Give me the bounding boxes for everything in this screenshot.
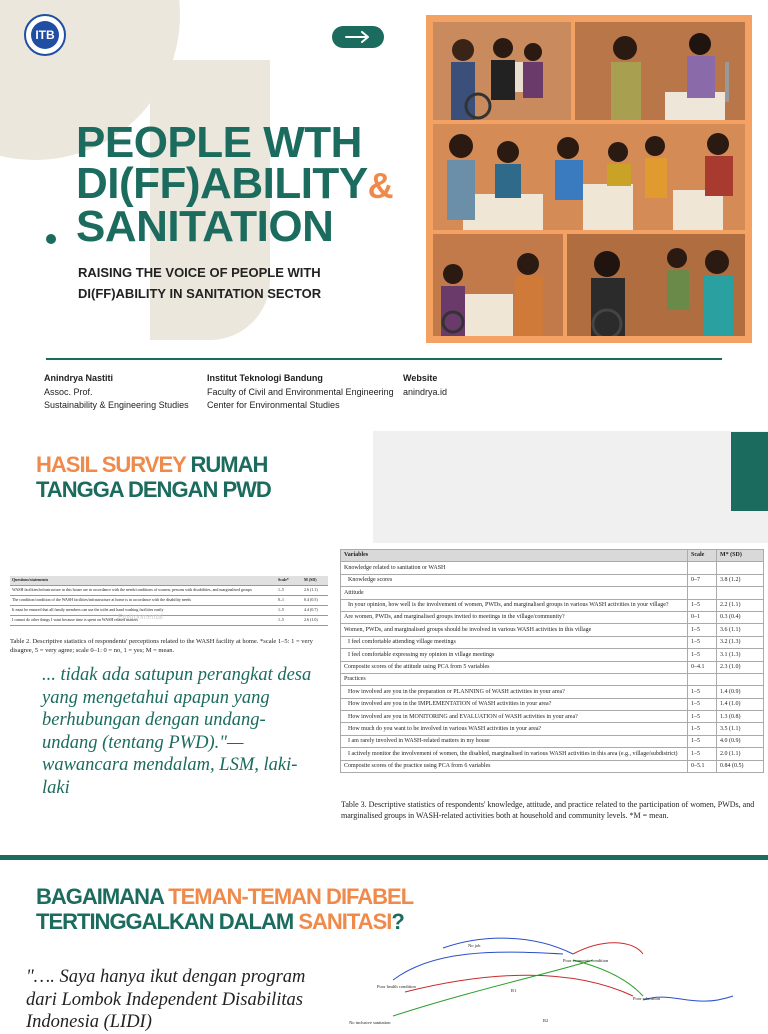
diagram-node-poor-economic: Poor economic condition — [563, 958, 609, 963]
diagram-loop-r1: R1 — [511, 988, 517, 993]
cell: 0–7 — [688, 574, 717, 586]
cell: I cannot do other things I want because time is spent on WASH related matters — [10, 616, 276, 626]
cell: 1–5 — [688, 624, 717, 636]
cell — [717, 587, 764, 599]
cell — [688, 673, 717, 685]
table-3 — [340, 549, 764, 773]
section2-title-part: TERTINGGALKAN DALAM — [36, 909, 299, 934]
table-row — [341, 587, 764, 599]
cell: 1.4 (0.9) — [717, 686, 764, 698]
divider — [46, 358, 722, 360]
cell: 1.4 (1.0) — [717, 698, 764, 710]
cell: Are women, PWDs, and marginalised groups invited to meetings in the village/community? — [341, 611, 688, 623]
cell: How involved are you in the preparation or PLANNING of WASH activities in your area? — [341, 686, 688, 698]
title-line-1: PEOPLE WTH — [76, 118, 362, 167]
cell: Knowledge scores — [341, 574, 688, 586]
cell: Women, PWDs, and marginalised groups should be involved in various WASH activities in this village — [341, 624, 688, 636]
table-row — [341, 624, 764, 636]
cell: The condition/condition of the WASH facilities/infrastructure at home is in accordance with the disability needs — [10, 596, 276, 606]
cell: How involved are you in the IMPLEMENTATION of WASH activities in your area? — [341, 698, 688, 710]
photo-wheelchair-user — [567, 234, 745, 336]
cell — [688, 562, 717, 574]
institution-faculty: Faculty of Civil and Environmental Engineering — [207, 386, 394, 397]
cell: 3.6 (1.1) — [717, 624, 764, 636]
cell: 1–5 — [688, 599, 717, 611]
diagram-node-no-inclusive-sanitation: No inclusive sanitation — [349, 1020, 391, 1024]
cell: 1–5 — [276, 616, 302, 626]
arrow-right-icon — [345, 31, 371, 43]
survey-section-title — [36, 452, 271, 502]
photo-collage — [426, 15, 752, 343]
photo-women-at-sink — [433, 22, 571, 120]
subtitle-line-1: RAISING THE VOICE OF PEOPLE WITH — [78, 265, 321, 280]
cell: It must be ensured that all family members can use the toilet and hand washing facilities easily — [10, 606, 276, 616]
cell — [717, 673, 764, 685]
table-row — [341, 599, 764, 611]
table-row — [341, 760, 764, 772]
title-ampersand: & — [367, 165, 394, 206]
diagram-node-no-job: No job — [468, 943, 481, 948]
table-row — [341, 748, 764, 760]
section2-title-highlight: TEMAN-TEMAN DIFABEL — [168, 884, 414, 909]
cell: 3.8 (1.2) — [717, 574, 764, 586]
table2-caption: Table 2. Descriptive statistics of respondents' perceptions related to the WASH facility at home. *scale 1–5: 1 = very disagree, 5 = very agree; scale 0–1: 0 = no, 1 = yes; M = mean. — [10, 638, 313, 654]
table-row — [10, 606, 328, 616]
author-name: Anindrya Nastiti — [44, 373, 114, 383]
bullet-dot — [46, 234, 56, 244]
cell: 0.3 (0.4) — [717, 611, 764, 623]
cell: 2.6 (1.0) — [302, 616, 328, 626]
author-block — [44, 372, 189, 413]
watermark: Environmental — [118, 614, 163, 621]
cell: 1–5 — [688, 711, 717, 723]
cell: 2.6 (1.1) — [302, 586, 328, 596]
diagram-arrow — [443, 938, 573, 954]
table-2 — [10, 576, 328, 626]
table2-header: M (SD) — [302, 576, 328, 586]
interview-quote-2: "…. Saya hanya ikut dengan program dari Lombok Independent Disabilitas Indonesia (LIDI) — [26, 967, 306, 1033]
cell: 4.4 (0.7) — [302, 606, 328, 616]
cell: 0–5.1 — [688, 760, 717, 772]
title-line-3: SANITATION — [76, 202, 334, 251]
table3-header: Scale — [688, 550, 717, 562]
cell: 1–5 — [688, 748, 717, 760]
table-row — [341, 723, 764, 735]
diagram-arrow — [573, 960, 643, 996]
cell: WASH facilities/infrastructure in this house are in accordance with the needs/conditions of women, persons with disabilities, and marginalised groups — [10, 586, 276, 596]
interview-quote: ... tidak ada satupun perangkat desa yang mengetahui apapun yang berhubungan dengan undang-undang (tentang PWD)."—wawancara mendalam, LSM, laki-laki — [42, 665, 312, 798]
diagram-arrow — [573, 943, 643, 954]
cell: 1–5 — [688, 636, 717, 648]
institution-center: Center for Environmental Studies — [207, 400, 340, 410]
table-row — [341, 711, 764, 723]
cell: I feel comfortable attending village meetings — [341, 636, 688, 648]
website-block — [403, 372, 447, 399]
cell: 2.0 (1.1) — [717, 748, 764, 760]
table-row — [341, 698, 764, 710]
cell: I feel comfortable expressing my opinion in village meetings — [341, 649, 688, 661]
page-title — [76, 118, 394, 251]
cell: Knowledge related to sanitation or WASH — [341, 562, 688, 574]
table-row — [10, 586, 328, 596]
subtitle-line-2: DI(FF)ABILITY IN SANITATION SECTOR — [78, 286, 322, 301]
institution-block — [207, 372, 394, 413]
photo-helping-wash — [433, 234, 563, 336]
decorative-panel — [373, 431, 768, 543]
cell: 3.1 (1.3) — [717, 649, 764, 661]
table-row — [10, 596, 328, 606]
cell: Attitude — [341, 587, 688, 599]
cell: How much do you want to be involved in various WASH activities in your area? — [341, 723, 688, 735]
itb-logo — [24, 14, 66, 56]
survey-title-part: RUMAH — [185, 452, 268, 477]
table-row — [341, 562, 764, 574]
photo-group-washing — [575, 22, 745, 120]
cell: 3.2 (1.3) — [717, 636, 764, 648]
table-row — [341, 611, 764, 623]
cell: 1–5 — [688, 698, 717, 710]
section-divider — [0, 855, 768, 860]
cell: 1.3 (0.8) — [717, 711, 764, 723]
page-subtitle — [78, 262, 388, 304]
table2-header: Scale* — [276, 576, 302, 586]
table-row — [341, 636, 764, 648]
cell — [688, 587, 717, 599]
cell: 1–5 — [688, 723, 717, 735]
table-row — [341, 673, 764, 685]
section2-title-highlight: SANITASI — [298, 909, 392, 934]
title-line-2: DI(FF)ABILITY — [76, 159, 368, 208]
cell: 1–5 — [688, 686, 717, 698]
table2-header: Questions/statements — [10, 576, 276, 586]
website-label: Website — [403, 373, 438, 383]
cell: In your opinion, how well is the involvement of women, PWDs, and marginalised groups in various WASH activities in your village? — [341, 599, 688, 611]
cell: 0–1 — [276, 596, 302, 606]
table-row — [341, 686, 764, 698]
table-row — [10, 616, 328, 626]
cell: 3.5 (1.1) — [717, 723, 764, 735]
cell: 1–5 — [688, 735, 717, 747]
section2-title-part: ? — [391, 909, 404, 934]
table-row — [341, 574, 764, 586]
survey-title-line-2: TANGGA DENGAN PWD — [36, 477, 271, 502]
photo-handwashing-station — [433, 124, 745, 230]
survey-title-highlight: HASIL SURVEY — [36, 452, 186, 477]
table-row — [341, 649, 764, 661]
cell: 1–5 — [276, 606, 302, 616]
cell: 0–1 — [688, 611, 717, 623]
table3-header: Variables — [341, 550, 688, 562]
cell: 0.4 (0.5) — [302, 596, 328, 606]
cell: Composite scores of the practice using PCA from 6 variables — [341, 760, 688, 772]
diagram-node-poor-health: Poor health condition — [377, 984, 416, 989]
table-row — [341, 735, 764, 747]
cell: 1–5 — [688, 649, 717, 661]
table3-header: M* (SD) — [717, 550, 764, 562]
cell: I am rarely involved in WASH-related matters in my house — [341, 735, 688, 747]
table3-caption: Table 3. Descriptive statistics of respondents' knowledge, attitude, and practice related to the participation of women, PWDs, and marginalised groups in WASH-related activities both at household and community levels. *M = mean. — [341, 800, 755, 820]
section2-title-part: BAGAIMANA — [36, 884, 169, 909]
cell: I actively monitor the involvement of women, the disabled, marginalised in various WASH activities in this area (e.g., village/subdistrict) — [341, 748, 688, 760]
institution-name: Institut Teknologi Bandung — [207, 373, 323, 383]
cell: Practices — [341, 673, 688, 685]
causal-loop-diagram — [333, 930, 763, 1024]
website-link[interactable]: anindrya.id — [403, 386, 448, 397]
cell: 2.3 (1.0) — [717, 661, 764, 673]
cell: 2.2 (1.1) — [717, 599, 764, 611]
cell: 0–4.1 — [688, 661, 717, 673]
author-dept: Sustainability & Engineering Studies — [44, 400, 189, 410]
decorative-bar — [731, 432, 768, 511]
cell — [717, 562, 764, 574]
cell: 1–5 — [276, 586, 302, 596]
section2-title — [36, 884, 413, 934]
diagram-loop-r2: R2 — [543, 1018, 549, 1023]
diagram-node-poor-education: Poor education — [633, 996, 661, 1001]
table-row — [341, 661, 764, 673]
cell: Composite scores of the attitude using PCA from 5 variables — [341, 661, 688, 673]
cell: 0.84 (0.5) — [717, 760, 764, 772]
cell: 4.0 (0.9) — [717, 735, 764, 747]
author-role: Assoc. Prof. — [44, 386, 93, 397]
diagram-arrow — [393, 952, 563, 980]
cell: How involved are you in MONITORING and EVALUATION of WASH activities in your area? — [341, 711, 688, 723]
diagram-arrow — [405, 975, 633, 996]
next-button[interactable] — [332, 26, 384, 48]
logo-emblem: ITB — [31, 21, 59, 49]
